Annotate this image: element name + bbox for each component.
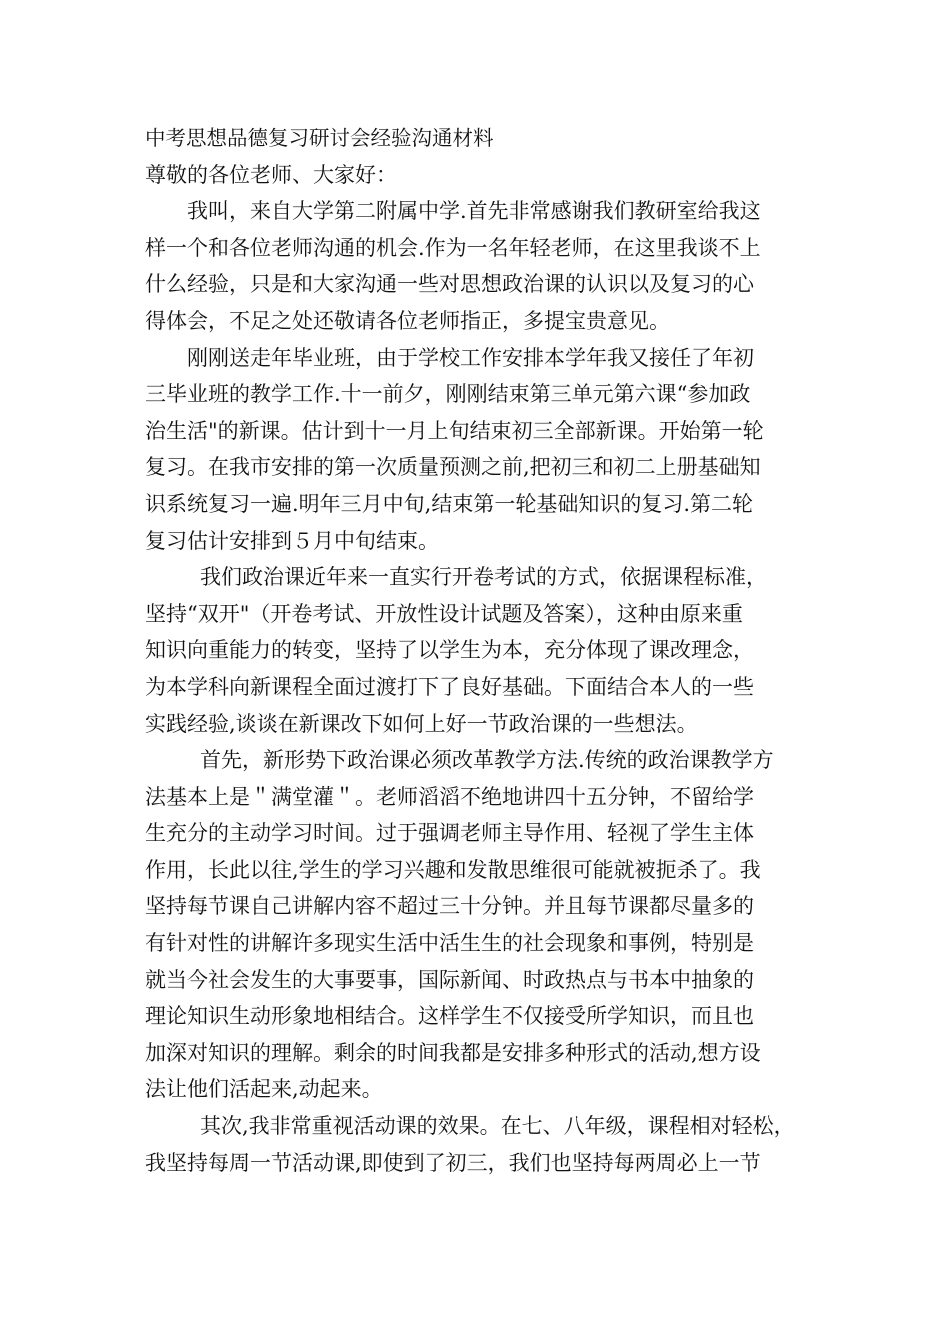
paragraph-5 <box>145 1108 807 1181</box>
paragraph-line: 知识向重能力的转变，坚持了以学生为本，充分体现了课改理念， <box>145 638 754 663</box>
paragraph-line: 首先，新形势下政治课必须改革教学方法.传统的政治课教学方 <box>200 748 774 773</box>
paragraph-line: 得体会，不足之处还敬请各位老师指正，多提宝贵意见。 <box>145 308 670 333</box>
paragraph-line: 为本学科向新课程全面过渡打下了良好基础。下面结合本人的一些 <box>145 674 754 699</box>
paragraph-line: 生充分的主动学习时间。过于强调老师主导作用、轻视了学生主体 <box>145 821 754 846</box>
paragraph-line: 有针对性的讲解许多现实生活中活生生的社会现象和事例，特别是 <box>145 931 754 956</box>
paragraph-line: 作用，长此以往,学生的学习兴趣和发散思维很可能就被扼杀了。我 <box>145 857 761 882</box>
paragraph-3 <box>145 559 807 742</box>
paragraph-line: 就当今社会发生的大事要事，国际新闻、时政热点与书本中抽象的 <box>145 967 754 992</box>
paragraph-line: 坚持“双开"（开卷考试、开放性设计试题及答案），这种由原来重 <box>145 601 743 626</box>
paragraph-line: 加深对知识的理解。剩余的时间我都是安排多种形式的活动,想方设 <box>145 1040 761 1065</box>
paragraph-line: 其次,我非常重视活动课的效果。在七、八年级，课程相对轻松， <box>200 1114 795 1139</box>
paragraph-line: 治生活"的新课。估计到十一月上旬结束初三全部新课。开始第一轮 <box>145 418 764 443</box>
document-body <box>145 120 807 1181</box>
paragraph-line: 三毕业班的教学工作.十一前夕，刚刚结束第三单元第六课“参加政 <box>145 382 751 407</box>
paragraph-line: 我叫，来自大学第二附属中学.首先非常感谢我们教研室给我这 <box>187 199 761 224</box>
paragraph-line: 我坚持每周一节活动课,即使到了初三，我们也坚持每两周必上一节 <box>145 1150 761 1175</box>
paragraph-line: 复习估计安排到５月中旬结束。 <box>145 528 439 553</box>
paragraph-4 <box>145 742 807 1108</box>
paragraph-line: 识系统复习一遍.明年三月中旬,结束第一轮基础知识的复习.第二轮 <box>145 491 754 516</box>
paragraph-line: 法让他们活起来,动起来。 <box>145 1077 383 1102</box>
document-title: 中考思想品德复习研讨会经验沟通材料 <box>145 126 494 150</box>
paragraph-line: 复习。在我市安排的第一次质量预测之前,把初三和初二上册基础知 <box>145 455 761 480</box>
paragraph-line: 实践经验,谈谈在新课改下如何上好一节政治课的一些想法。 <box>145 711 698 736</box>
greeting: 尊敬的各位老师、大家好： <box>145 162 397 187</box>
paragraph-line: 坚持每节课自己讲解内容不超过三十分钟。并且每节课都尽量多的 <box>145 894 754 919</box>
paragraph-line: 什么经验，只是和大家沟通一些对思想政治课的认识以及复习的心 <box>145 272 754 297</box>
paragraph-line: 样一个和各位老师沟通的机会.作为一名年轻老师，在这里我谈不上 <box>145 235 761 260</box>
paragraph-line: 法基本上是＂满堂灌＂。老师滔滔不绝地讲四十五分钟，不留给学 <box>145 784 754 809</box>
paragraph-1 <box>145 193 807 339</box>
paragraph-line: 我们政治课近年来一直实行开卷考试的方式，依据课程标准， <box>200 565 767 590</box>
paragraph-2 <box>145 340 807 560</box>
paragraph-line: 理论知识生动形象地相结合。这样学生不仅接受所学知识，而且也 <box>145 1004 754 1029</box>
paragraph-line: 刚刚送走年毕业班，由于学校工作安排本学年我又接任了年初 <box>187 345 754 370</box>
